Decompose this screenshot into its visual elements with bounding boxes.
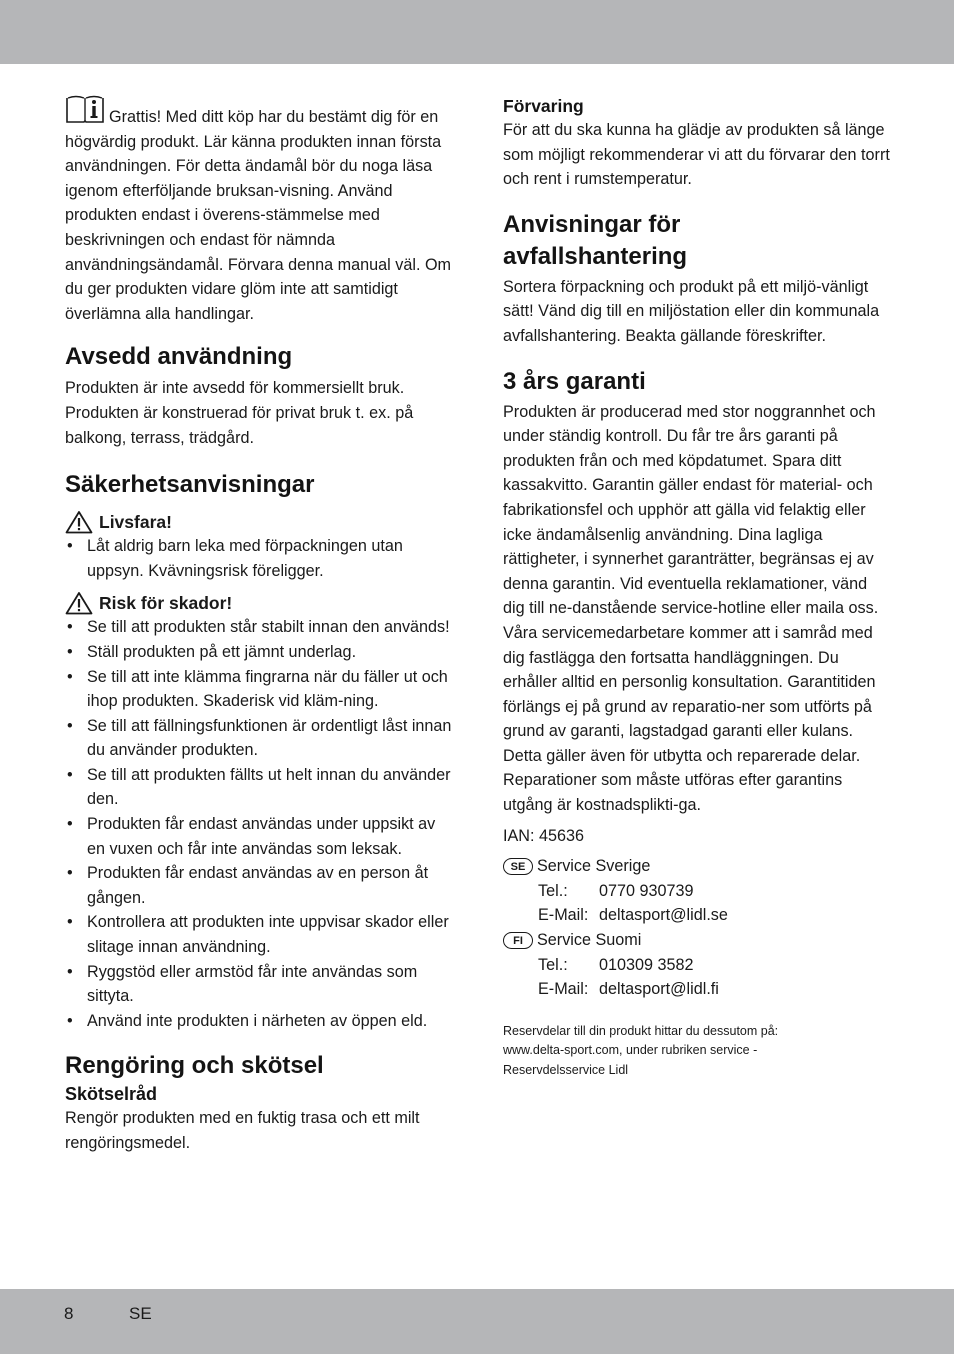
warning-injury-risk <box>65 591 455 615</box>
tel-label: Tel.: <box>538 955 568 974</box>
list-item: • Se till att fällningsfunktionen är ordentligt låst innan du använder produkten. <box>65 714 455 763</box>
list-item: • Ryggstöd eller armstöd får inte användas som sittyta. <box>65 960 455 1009</box>
tel-value: 0770 930739 <box>599 881 694 900</box>
warning-label: Risk för skador! <box>99 593 233 614</box>
tel-label: Tel.: <box>538 881 568 900</box>
service-name: Service Suomi <box>537 931 642 950</box>
page-number: 8 <box>64 1304 74 1323</box>
ian-number: IAN: 45636 <box>503 826 584 845</box>
mail-label: E-Mail: <box>538 980 589 999</box>
list-item: • Se till att produkten fällts ut helt innan du använder den. <box>65 763 455 812</box>
list-item: • Se till att produkten står stabilt innan den används! <box>65 615 455 640</box>
list-item: • Använd inte produkten i närheten av öppen eld. <box>65 1009 455 1034</box>
storage-title: Förvaring <box>503 96 584 116</box>
spare-parts-note <box>503 1022 893 1081</box>
service-sweden <box>503 854 893 928</box>
service-finland <box>503 928 893 1002</box>
warning-life-danger-list <box>65 534 455 583</box>
list-item: • Se till att inte klämma fingrarna när du fäller ut och ihop produkten. Skaderisk vid kläm-ning. <box>65 665 455 714</box>
cleaning-title: Rengöring och skötsel <box>65 1052 324 1080</box>
disposal-text: Sortera förpackning och produkt på ett miljö-vänligt sätt! Vänd dig till en miljöstation eller din kommunala avfallshantering. Beakta gällande föreskrifter. <box>503 277 880 345</box>
storage-text: För att du ska kunna ha glädje av produkten så länge som möjligt rekommenderar vi att du förvarar den torrt och rent i rumstemperatur. <box>503 121 890 189</box>
list-item: • Produkten får endast användas av en person åt gången. <box>65 861 455 910</box>
language-code: SE <box>129 1304 152 1323</box>
header-bar <box>0 0 954 64</box>
disposal-title-line1: Anvisningar för <box>503 210 681 238</box>
safety-title: Säkerhetsanvisningar <box>65 471 315 499</box>
care-subtitle: Skötselråd <box>65 1084 158 1105</box>
warning-triangle-icon <box>65 510 93 534</box>
disposal-title <box>503 209 893 273</box>
warranty-text: Produkten är producerad med stor noggrannhet och under ständig kontroll. Du får tre års garanti på produkten från och med köpdatumet. Spara ditt kassakvitto. Garantin gäller endast för material- och fabrikationsfel och upphör att gälla vid felaktig eller icke ändamålsenlig användning. Dina lagliga rättigheter, i synnerhet garanträtter, begränsas ej av denna garantin. Vid eventuella reklamationer, vänd dig till ne-danstående service-hotline eller maila oss. Våra servicemedarbetare kommer att i samråd med dig fastlägga den fortsatta handläggningen. Du erhåller alltid en personlig konsultation. Garantitiden förlängs ej på grund av reparatio-ner som utförts på grund av garanti, lagstadgad garanti eller kulans. Detta gäller även för utbytta och reparerade delar. Reparationer som måste utföras efter garantins utgång är kostnadsplikti-ga. <box>503 402 879 815</box>
country-badge-se: SE <box>503 858 533 875</box>
intro-text: Grattis! Med ditt köp har du bestämt dig för en högvärdig produkt. Lär känna produkten innan första användningen. För detta ändamål bör du noga läsa igenom efterföljande bruksan-visning. Använd produkten endast i överens-stämmelse med beskrivningen och endast för nämnda användningsändamål. Förvara denna manual väl. Om du ger produkten vidare glöm inte att samtidigt överlämna alla handlingar. <box>65 108 452 323</box>
warning-label: Livsfara! <box>99 512 172 533</box>
tel-value: 010309 3582 <box>599 955 694 974</box>
warning-injury-list <box>65 615 455 1033</box>
left-column <box>65 94 455 1156</box>
intended-use-text: Produkten är inte avsedd för kommersiellt bruk. Produkten är konstruerad för privat bruk t. ex. på balkong, terrass, trädgård. <box>65 379 414 447</box>
list-item: • Produkten får endast användas under uppsikt av en vuxen och får inte användas som leksak. <box>65 812 455 861</box>
intended-use-title: Avsedd användning <box>65 343 293 371</box>
intro-paragraph <box>65 94 455 326</box>
mail-value: deltasport@lidl.fi <box>599 980 719 999</box>
mail-value: deltasport@lidl.se <box>599 906 728 925</box>
spare-parts-line: Reservdelar till din produkt hittar du dessutom på: <box>503 1023 779 1038</box>
spare-parts-line: Reservdelsservice Lidl <box>503 1062 629 1077</box>
warranty-title: 3 års garanti <box>503 367 646 395</box>
warning-life-danger <box>65 510 455 534</box>
warning-triangle-icon <box>65 591 93 615</box>
right-column <box>503 94 893 1080</box>
mail-label: E-Mail: <box>538 906 589 925</box>
list-item: • Ställ produkten på ett jämnt underlag. <box>65 640 455 665</box>
list-item: • Kontrollera att produkten inte uppvisar skador eller slitage innan användning. <box>65 910 455 959</box>
service-name: Service Sverige <box>537 857 651 876</box>
spare-parts-line: www.delta-sport.com, under rubriken service - <box>503 1043 758 1058</box>
country-badge-fi: FI <box>503 932 533 949</box>
list-item: • Låt aldrig barn leka med förpackningen utan uppsyn. Kvävningsrisk föreligger. <box>65 534 455 583</box>
disposal-title-line2: avfallshantering <box>503 242 688 270</box>
info-book-icon <box>65 94 105 124</box>
care-text: Rengör produkten med en fuktig trasa och ett milt rengöringsmedel. <box>65 1109 420 1152</box>
